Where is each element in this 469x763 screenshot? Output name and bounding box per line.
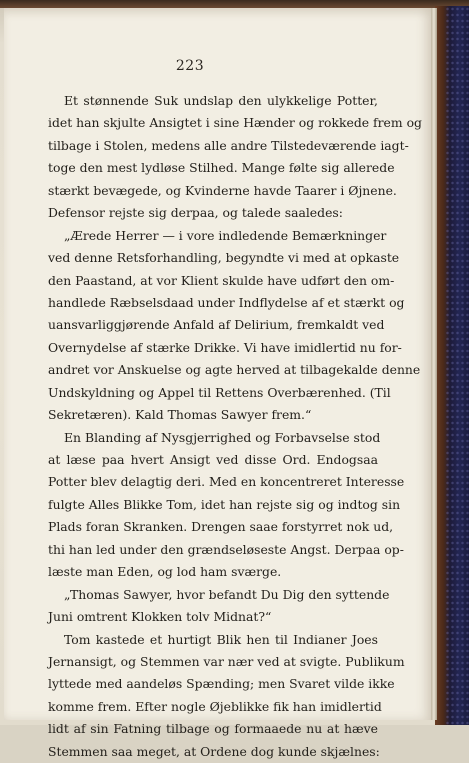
text-line: Overnydelse af stærke Drikke. Vi have imidlertid nu for- [48,339,402,355]
text-line: „Ærede Herrer — i vore indledende Bemærkninger [64,227,387,243]
text-line: andret vor Anskuelse og agte herved at tilbagekalde denne [48,362,421,378]
book-page [4,8,431,759]
book-cover-edge [435,6,469,725]
text-line: En Blanding af Nysgjerrighed og Forbavselse stod [64,429,381,445]
text-line: uansvarliggjørende Anfald af Delirium, fremkaldt ved [48,317,385,333]
body-text [48,90,422,763]
text-line: lidt af sin Fatning tilbage og formaaede nu at hæve [48,721,378,737]
text-line: Jernansigt, og Stemmen var nær ved at svigte. Publikum [48,653,405,669]
text-line: Undskyldning og Appel til Rettens Overbærenhed. (Til [48,384,391,400]
text-line: stærkt bevægede, og Kvinderne havde Taarer i Øjnene. [48,182,397,198]
text-line: komme frem. Efter nogle Øjeblikke fik han imidlertid [48,698,382,714]
text-line: Defensor rejste sig derpaa, og talede saaledes: [48,205,343,221]
text-line: Tom kastede et hurtigt Blik hen til Indianer Joes [64,631,378,647]
text-line: thi han led under den grændseløseste Angst. Derpaa op- [48,541,404,557]
text-line: Potter blev delagtig deri. Med en koncentreret Interesse [48,474,405,490]
page-number: 223 [175,58,205,74]
text-line: den Paastand, at vor Klient skulde have udført den om- [48,272,395,288]
text-line: idet han skjulte Ansigtet i sine Hænder og rokkede frem og [48,115,422,131]
text-line: læste man Eden, og lod ham sværge. [48,564,282,580]
text-line: handlede Ræbselsdaad under Indflydelse af et stærkt og [48,294,405,310]
text-line: Plads foran Skranken. Drengen saae forstyrret nok ud, [48,519,394,535]
text-line: Sekretæren). Kald Thomas Sawyer frem.“ [48,407,312,423]
text-line: tilbage i Stolen, medens alle andre Tilstedeværende iagt- [48,137,409,153]
text-line: Et stønnende Suk undslap den ulykkelige Potter, [64,93,378,108]
text-line: fulgte Alles Blikke Tom, idet han rejste sig og indtog sin [48,496,401,512]
book-cover-top [0,0,469,8]
text-line: at læse paa hvert Ansigt ved disse Ord. Endogsaa [48,452,378,467]
text-line: „Thomas Sawyer, hvor befandt Du Dig den syttende [64,586,390,602]
text-line: toge den mest lydløse Stilhed. Mange følte sig allerede [48,160,395,176]
text-line: Stemmen saa meget, at Ordene dog kunde skjælnes: [48,743,380,759]
text-line: lyttede med aandeløs Spænding; men Svaret vilde ikke [48,676,395,692]
text-line: ved denne Retsforhandling, begyndte vi med at opkaste [48,250,400,266]
text-line: Juni omtrent Klokken tolv Midnat?“ [48,609,272,625]
page-stack-edge [431,8,437,720]
